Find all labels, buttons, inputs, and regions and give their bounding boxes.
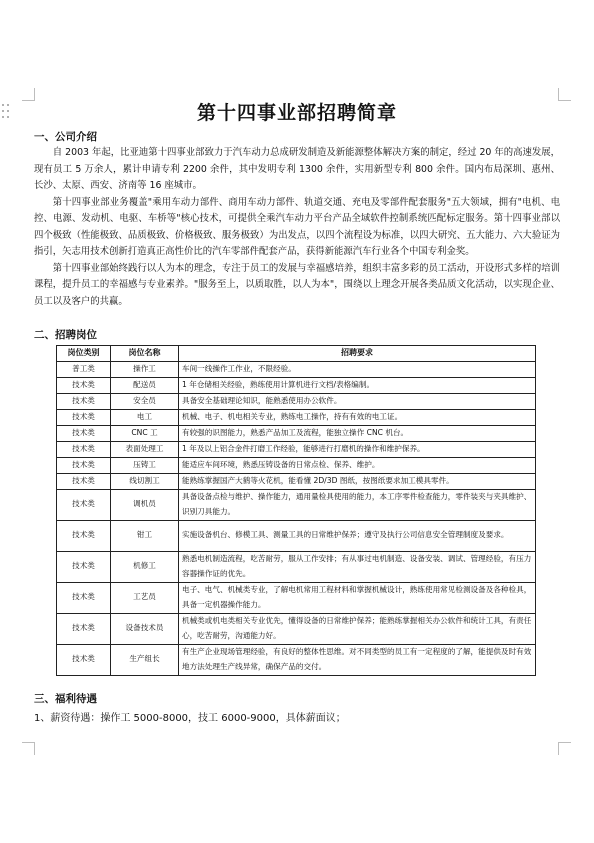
row-category: 技术类 bbox=[57, 409, 111, 425]
table-row bbox=[57, 489, 536, 520]
row-category: 技术类 bbox=[57, 393, 111, 409]
row-category: 技术类 bbox=[57, 441, 111, 457]
table-row bbox=[57, 441, 536, 457]
row-requirement: 有生产企业现场管理经验，有良好的整体性思维。对不同类型的员工有一定程度的了解，能提供及时有效地方法处理生产线异常，确保产品的交付。 bbox=[179, 644, 536, 675]
document-body bbox=[34, 100, 560, 726]
row-category: 技术类 bbox=[57, 425, 111, 441]
row-position: 安全员 bbox=[111, 393, 179, 409]
row-category: 技术类 bbox=[57, 457, 111, 473]
row-requirement: 车间一线操作工作业，不限经验。 bbox=[179, 361, 536, 377]
row-position: 操作工 bbox=[111, 361, 179, 377]
table-row bbox=[57, 613, 536, 644]
company-paragraph-1: 自 2003 年起，比亚迪第十四事业部致力于汽车动力总成研发制造及新能源整体解决方案的制定，经过 20 年的高速发展，现有员工 5 万余人，累计申请专利 2200 余件，其中发明专利 1300 余件，实用新型专利 800 余件。国内布局深圳、惠州、长沙、太原、西安、济南等 16 座城市。 bbox=[34, 147, 560, 191]
table-header-row bbox=[57, 346, 536, 362]
row-position: 钳工 bbox=[111, 520, 179, 551]
row-category: 技术类 bbox=[57, 613, 111, 644]
row-position: 配送员 bbox=[111, 377, 179, 393]
row-position: 设备技术员 bbox=[111, 613, 179, 644]
table-row bbox=[57, 520, 536, 551]
company-paragraph-3: 第十四事业部始终践行以人为本的理念，专注于员工的发展与幸福感培养，组织丰富多彩的员工活动，开设形式多样的培训课程，提升员工的幸福感与专业素养。"服务至上，以质取胜，以人为本"，围绕以上理念开展各类品质文化活动，以实现企业、员工以及客户的共赢。 bbox=[34, 262, 560, 307]
block-drag-handle-icon[interactable] bbox=[2, 104, 10, 120]
table-row bbox=[57, 551, 536, 582]
row-position: 压铸工 bbox=[111, 457, 179, 473]
row-position: 机修工 bbox=[111, 551, 179, 582]
row-position: 工艺员 bbox=[111, 582, 179, 613]
document-title: 第十四事业部招聘简章 bbox=[196, 102, 397, 124]
table-row bbox=[57, 425, 536, 441]
row-position: 电工 bbox=[111, 409, 179, 425]
table-row bbox=[57, 582, 536, 613]
margin-mark-bottom-right bbox=[558, 742, 571, 755]
row-position: 生产组长 bbox=[111, 644, 179, 675]
row-category: 技术类 bbox=[57, 582, 111, 613]
row-requirement: 有较强的识图能力，熟悉产品加工及流程，能独立操作 CNC 机台。 bbox=[179, 425, 536, 441]
row-requirement: 熟悉电机制造流程，吃苦耐劳，服从工作安排；有从事过电机制造、设备安装、调试、管理经验，有压力容器操作证的优先。 bbox=[179, 551, 536, 582]
row-category: 技术类 bbox=[57, 473, 111, 489]
row-category: 技术类 bbox=[57, 520, 111, 551]
row-category: 技术类 bbox=[57, 644, 111, 675]
positions-table bbox=[56, 345, 536, 676]
row-requirement: 机械类或机电类相关专业优先，懂得设备的日常维护保养；能熟练掌握相关办公软件和统计工具，有责任心，吃苦耐劳，沟通能力好。 bbox=[179, 613, 536, 644]
row-position: CNC 工 bbox=[111, 425, 179, 441]
row-category: 技术类 bbox=[57, 377, 111, 393]
row-category: 普工类 bbox=[57, 361, 111, 377]
table-row bbox=[57, 473, 536, 489]
row-requirement: 能适应车间环境，熟悉压铸设备的日常点检、保养、维护。 bbox=[179, 457, 536, 473]
header-position: 岗位名称 bbox=[111, 346, 179, 362]
benefit-salary-line: 1、薪资待遇：操作工 5000-8000，技工 6000-9000，具体薪面议； bbox=[34, 712, 346, 724]
row-requirement: 具备设备点检与维护、操作能力，通用量检具使用的能力，本工序零件检查能力，零件装夹与夹具维护、识别刀具能力。 bbox=[179, 489, 536, 520]
section-heading-benefits: 三、福利待遇 bbox=[34, 692, 97, 705]
row-requirement: 电子、电气、机械类专业，了解电机常用工程材料和掌握机械设计，熟练使用常见检测设备及各种检具，具备一定机器操作能力。 bbox=[179, 582, 536, 613]
row-position: 表面处理工 bbox=[111, 441, 179, 457]
header-requirement: 招聘要求 bbox=[179, 346, 536, 362]
table-row bbox=[57, 644, 536, 675]
row-category: 技术类 bbox=[57, 489, 111, 520]
row-position: 线切割工 bbox=[111, 473, 179, 489]
row-requirement: 实施设备机台、修模工具、测量工具的日常维护保养；遵守及执行公司信息安全管理制度及要求。 bbox=[179, 520, 536, 551]
table-row bbox=[57, 409, 536, 425]
table-row bbox=[57, 361, 536, 377]
margin-mark-bottom-left bbox=[22, 742, 35, 755]
row-requirement: 能熟练掌握国产大鹤等火花机，能看懂 2D/3D 图纸，按图纸要求加工模具零件。 bbox=[179, 473, 536, 489]
table-row bbox=[57, 377, 536, 393]
row-requirement: 机械、电子、机电相关专业，熟练电工操作，持有有效的电工证。 bbox=[179, 409, 536, 425]
section-heading-positions: 二、招聘岗位 bbox=[34, 329, 97, 341]
row-requirement: 1 年仓储相关经验，熟练使用计算机进行文档/表格编制。 bbox=[179, 377, 536, 393]
row-category: 技术类 bbox=[57, 551, 111, 582]
row-requirement: 具备安全基础理论知识，能熟悉使用办公软件。 bbox=[179, 393, 536, 409]
table-row bbox=[57, 393, 536, 409]
company-paragraph-2: 第十四事业部业务覆盖"乘用车动力部件、商用车动力部件、轨道交通、充电及零部件配套服务"五大领域，拥有"电机、电控、电源、发动机、电驱、车桥等"核心技术，可提供全乘汽车动力平台产品全域软件控制系统匹配标定服务。第十四事业部以四个极致（性能极致、品质极致、价格极致、服务极致）为出发点，以四个流程设为标准，以四大研究、五大能力、六大验证为指引，矢志用技术创新打造真正高性价比的汽车零部件配套产品，获得新能源汽车行业各个中国专利金奖。 bbox=[34, 196, 560, 257]
table-row bbox=[57, 457, 536, 473]
row-requirement: 1 年及以上铝合金件打磨工作经验，能够进行打磨机的操作和维护保养。 bbox=[179, 441, 536, 457]
row-position: 调机员 bbox=[111, 489, 179, 520]
section-heading-company: 一、公司介绍 bbox=[34, 131, 97, 143]
header-category: 岗位类别 bbox=[57, 346, 111, 362]
